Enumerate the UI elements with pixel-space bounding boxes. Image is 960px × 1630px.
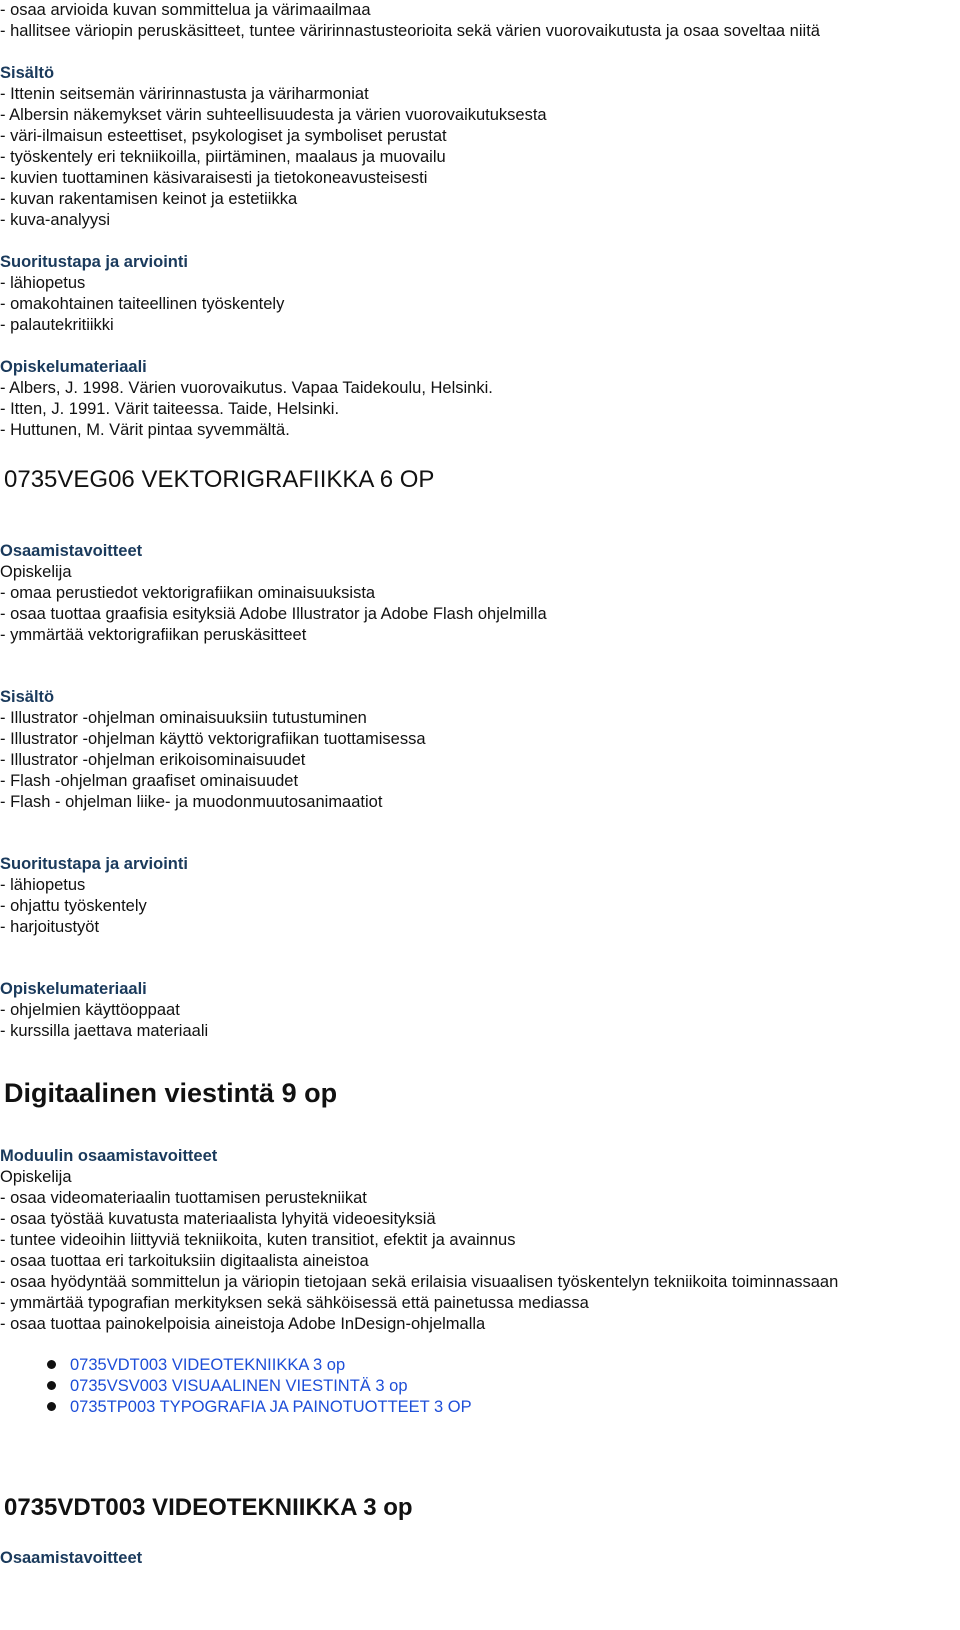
text-line: Opiskelija bbox=[0, 563, 72, 581]
course-link-videotekniikka[interactable]: 0735VDT003 VIDEOTEKNIIKKA 3 op bbox=[70, 1356, 346, 1374]
bullet-icon bbox=[47, 1381, 56, 1390]
course-link-visuaalinen-viestinta[interactable]: 0735VSV003 VISUAALINEN VIESTINTÄ 3 op bbox=[70, 1377, 408, 1395]
list-item: - ohjelmien käyttöoppaat bbox=[0, 1001, 180, 1019]
course-title: 0735VDT003 VIDEOTEKNIIKKA 3 op bbox=[4, 1494, 413, 1521]
list-item: - Illustrator -ohjelman käyttö vektorigrafiikan tuottamisessa bbox=[0, 730, 426, 748]
list-item: - kuvan rakentamisen keinot ja estetiikka bbox=[0, 190, 298, 208]
list-item: - Illustrator -ohjelman erikoisominaisuudet bbox=[0, 751, 306, 769]
section-heading: Osaamistavoitteet bbox=[0, 1549, 143, 1567]
list-item: - ohjattu työskentely bbox=[0, 897, 147, 915]
list-item: - väri-ilmaisun esteettiset, psykologiset ja symboliset perustat bbox=[0, 127, 447, 145]
section-heading: Opiskelumateriaali bbox=[0, 980, 147, 998]
course-link-typografia[interactable]: 0735TP003 TYPOGRAFIA JA PAINOTUOTTEET 3 OP bbox=[70, 1398, 472, 1416]
list-item: - osaa videomateriaalin tuottamisen perustekniikat bbox=[0, 1189, 367, 1207]
list-item: - kuvien tuottaminen käsivaraisesti ja tietokoneavusteisesti bbox=[0, 169, 428, 187]
section-heading: Sisältö bbox=[0, 688, 55, 706]
module-title: Digitaalinen viestintä 9 op bbox=[4, 1078, 338, 1108]
list-item: - Huttunen, M. Värit pintaa syvemmältä. bbox=[0, 421, 290, 439]
list-item: - kuva-analyysi bbox=[0, 211, 111, 229]
list-item: - harjoitustyöt bbox=[0, 918, 100, 936]
list-item: - Flash - ohjelman liike- ja muodonmuutosanimaatiot bbox=[0, 793, 383, 811]
list-item: - Illustrator -ohjelman ominaisuuksiin tutustuminen bbox=[0, 709, 367, 727]
list-item: - Albersin näkemykset värin suhteellisuudesta ja värien vuorovaikutuksesta bbox=[0, 106, 547, 124]
list-item: - omakohtainen taiteellinen työskentely bbox=[0, 295, 285, 313]
text-line: - hallitsee väriopin peruskäsitteet, tuntee väririnnastusteorioita sekä värien vuorovaikutusta ja osaa soveltaa niitä bbox=[0, 22, 820, 40]
section-heading: Osaamistavoitteet bbox=[0, 542, 143, 560]
list-item: - ymmärtää typografian merkityksen sekä sähköisessä että painetussa mediassa bbox=[0, 1294, 589, 1312]
text-line: Opiskelija bbox=[0, 1168, 72, 1186]
list-item: - työskentely eri tekniikoilla, piirtäminen, maalaus ja muovailu bbox=[0, 148, 446, 166]
list-item: - Ittenin seitsemän väririnnastusta ja väriharmoniat bbox=[0, 85, 369, 103]
list-item: - osaa hyödyntää sommittelun ja väriopin tietojaan sekä erilaisia visuaalisen työskentelyn tekniikoita toiminnassaan bbox=[0, 1273, 839, 1291]
list-item: - tuntee videoihin liittyviä tekniikoita, kuten transitiot, efektit ja avainnus bbox=[0, 1231, 516, 1249]
course-title: 0735VEG06 VEKTORIGRAFIIKKA 6 OP bbox=[4, 466, 435, 493]
list-item: - Albers, J. 1998. Värien vuorovaikutus. Vapaa Taidekoulu, Helsinki. bbox=[0, 379, 493, 397]
bullet-icon bbox=[47, 1402, 56, 1411]
list-item: - Itten, J. 1991. Värit taiteessa. Taide, Helsinki. bbox=[0, 400, 340, 418]
list-item: - osaa työstää kuvatusta materiaalista lyhyitä videoesityksiä bbox=[0, 1210, 436, 1228]
list-item: - Flash -ohjelman graafiset ominaisuudet bbox=[0, 772, 299, 790]
section-heading: Opiskelumateriaali bbox=[0, 358, 147, 376]
bullet-icon bbox=[47, 1360, 56, 1369]
list-item: - osaa tuottaa eri tarkoituksiin digitaalista aineistoa bbox=[0, 1252, 369, 1270]
section-heading: Suoritustapa ja arviointi bbox=[0, 253, 188, 271]
section-heading: Moduulin osaamistavoitteet bbox=[0, 1147, 218, 1165]
section-heading: Sisältö bbox=[0, 64, 55, 82]
list-item: - ymmärtää vektorigrafiikan peruskäsitteet bbox=[0, 626, 307, 644]
list-item: - lähiopetus bbox=[0, 876, 86, 894]
list-item: - palautekritiikki bbox=[0, 316, 114, 334]
text-line: - osaa arvioida kuvan sommittelua ja värimaailmaa bbox=[0, 1, 371, 19]
list-item: - osaa tuottaa graafisia esityksiä Adobe Illustrator ja Adobe Flash ohjelmilla bbox=[0, 605, 547, 623]
section-heading: Suoritustapa ja arviointi bbox=[0, 855, 188, 873]
list-item: - lähiopetus bbox=[0, 274, 86, 292]
list-item: - kurssilla jaettava materiaali bbox=[0, 1022, 209, 1040]
list-item: - omaa perustiedot vektorigrafiikan ominaisuuksista bbox=[0, 584, 376, 602]
list-item: - osaa tuottaa painokelpoisia aineistoja Adobe InDesign-ohjelmalla bbox=[0, 1315, 486, 1333]
